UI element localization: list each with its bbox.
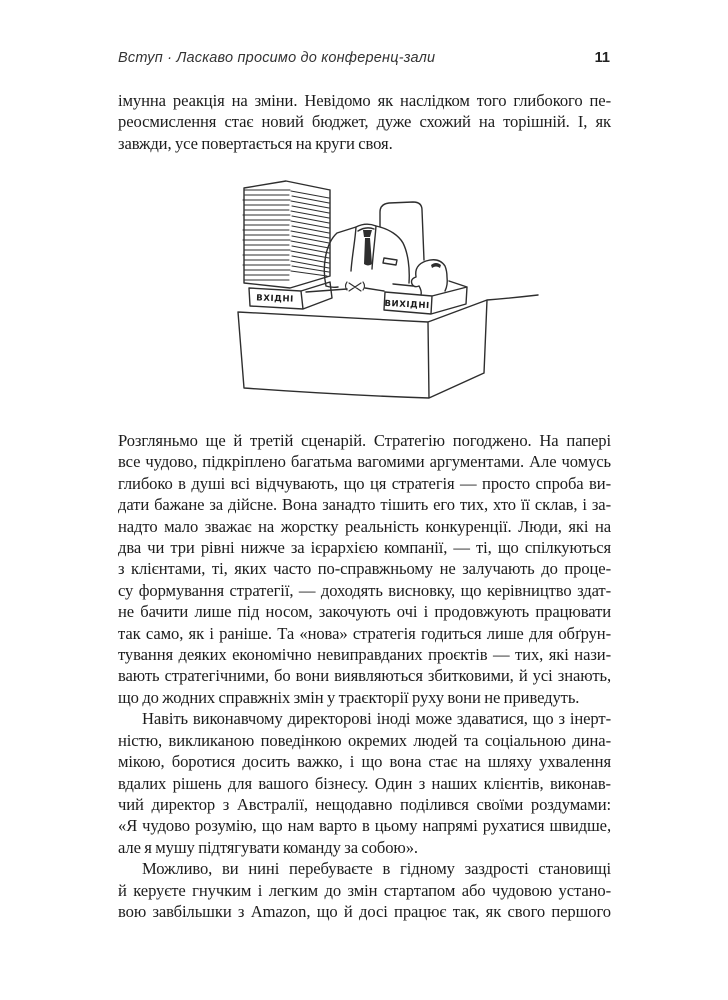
text-block-top <box>118 90 611 154</box>
text-line: «Я чудово розумію, що нам варто в цьому напрямі рухатися швидше, <box>118 816 611 836</box>
text-line: дати бажане за дійсне. Вона занадто тішить его тих, хто її склав, і за- <box>118 495 611 515</box>
text-line: не бачити лише під носом, закочують очі і продовжують працювати <box>118 602 611 622</box>
text-line: чий директор з Австралії, нещодавно поділився своїми роздумами: <box>118 794 611 814</box>
text-line: але я мушу підтягувати команду за собою». <box>118 837 418 857</box>
inbox-tray-label: ВХІДНІ <box>256 293 295 305</box>
text-line: з клієнтами, ті, яких часто по-справжньому не залучають до проце- <box>118 559 611 579</box>
paper-stack <box>243 181 330 288</box>
text-line: ністю, викликаною поведінкою окремих людей та соціальною дина- <box>118 730 611 750</box>
necktie <box>363 230 372 266</box>
paragraph <box>118 430 611 708</box>
glasses <box>431 263 441 268</box>
text-line: надто мало зважає на жорстку реальність конкуренції. Люди, які на <box>118 516 611 536</box>
text-line: Розгляньмо ще й третій сценарій. Стратегію погоджено. На папері <box>118 431 611 450</box>
text-line: що до жодних справжніх змін у траєкторії руху вони не приведуть. <box>118 687 580 707</box>
text-line: вдалих рішень для вашого бізнесу. Один з наших клієнтів, виконав- <box>118 773 611 793</box>
text-line: Навіть виконавчому директорові іноді може здаватися, що з інерт- <box>142 709 611 729</box>
text-line: тування деяких економічно невиправданих проєктів — тих, які нази- <box>118 645 611 665</box>
text-line: вають стратегічними, бо вони виявляються збитковими, й усі знають, <box>118 666 611 686</box>
outbox-tray <box>384 281 467 314</box>
desk-cartoon-illustration <box>180 170 540 410</box>
outbox-tray-label: ВИХІДНІ <box>384 298 431 312</box>
text-line: все чудово, підкріплено багатьма вагомими аргументами. Але чомусь <box>118 452 611 472</box>
head-in-outbox <box>412 260 448 295</box>
text-line: так само, як і раніше. Та «нова» стратегія годиться лише для обґрун- <box>118 623 611 643</box>
text-line: Можливо, ви нині перебуваєте в гідному заздрості становищі <box>142 859 611 879</box>
paragraph <box>118 90 611 154</box>
paragraph <box>118 708 611 858</box>
text-line: реосмислення стає новий бюджет, дуже схожий на торішній. І, як <box>118 112 611 132</box>
inbox-tray <box>249 282 332 309</box>
text-line: вою завбільшки з Amazon, що й досі працює так, як свого першого <box>118 901 611 921</box>
page-number: 11 <box>594 50 610 66</box>
paragraph <box>118 858 611 922</box>
office-chair <box>380 202 424 260</box>
text-line: глибоко в душі всі відчувають, що ця стратегія — просто спроба ви- <box>118 473 611 493</box>
text-block-bottom <box>118 430 611 922</box>
businessman-headless-suit <box>324 224 409 291</box>
running-head: Вступ · Ласкаво просимо до конференц-зали <box>118 50 436 66</box>
text-line: су формування стратегії, — доходять висновку, що керівництво здат- <box>118 580 611 600</box>
text-line: й керуєте гнучким і легким до змін стартапом або чудовою устано- <box>118 880 611 900</box>
text-line: завжди, усе повертається на круги своя. <box>118 133 393 153</box>
text-line: два чи три рівні нижче за ієрархією компанії, — ті, що спілкуються <box>118 538 611 558</box>
clasped-hands <box>346 282 365 291</box>
text-line: мікою, боротися досить важко, і що вона стає на шляху ухвалення <box>118 752 611 772</box>
text-line: імунна реакція на зміни. Невідомо як наслідком того глибокого пе- <box>118 91 611 110</box>
